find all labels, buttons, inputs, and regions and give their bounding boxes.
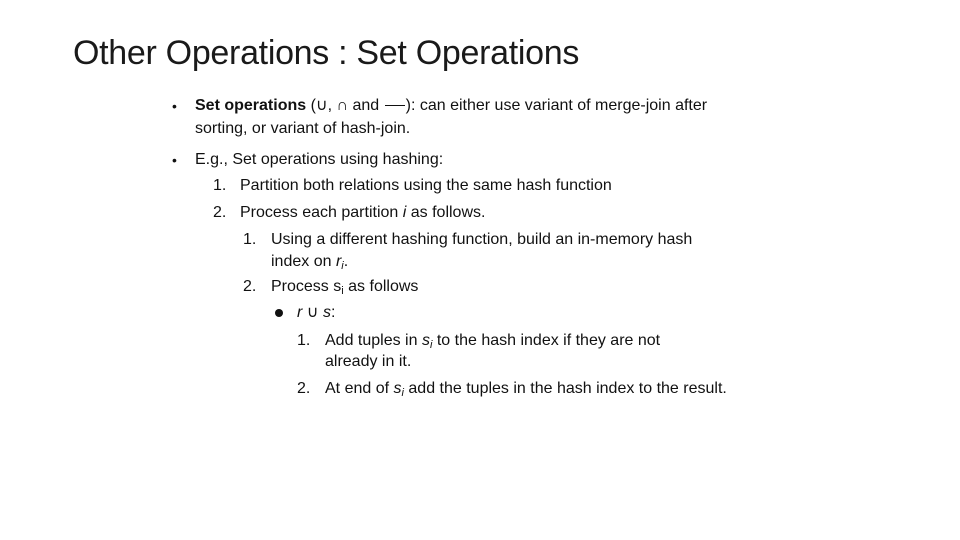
var-s: s [393, 380, 402, 397]
bullet-dot-icon [275, 309, 283, 317]
subscript-i: i [401, 387, 404, 399]
subscript-i: i [429, 339, 433, 351]
list-number: 2. [297, 380, 311, 397]
list-number: 1. [297, 332, 311, 349]
var-r: r [335, 253, 342, 270]
union-case [297, 303, 335, 323]
slide-title: Other Operations : Set Operations [73, 34, 580, 72]
bullet-marker: • [172, 98, 177, 114]
var-i: i [402, 204, 407, 221]
step-text: At end of [325, 380, 394, 397]
step-text: Add tuples in [325, 332, 422, 349]
step-text: . [343, 253, 349, 270]
step-add-tuples [325, 331, 660, 351]
step-build-index-cont [271, 252, 348, 272]
bullet-set-operations-cont: sorting, or variant of hash-join. [195, 120, 411, 137]
step-process-s [271, 277, 418, 297]
step-text: index on [271, 253, 336, 270]
step-text: as follows [343, 278, 419, 295]
var-r: r [297, 304, 303, 321]
step-process-partition [240, 203, 485, 223]
step-text: Process each partition [240, 204, 403, 221]
var-s: s [322, 304, 331, 321]
step-end-add-result [325, 379, 727, 399]
bullet-text: ): can either use variant of merge-join after [405, 97, 708, 114]
step-text: Process s [271, 278, 342, 295]
union-symbol: ∪ [302, 304, 323, 321]
var-s: s [421, 332, 430, 349]
operator-symbols: (∪, ∩ and [306, 97, 384, 114]
list-number: 1. [213, 177, 227, 194]
bullet-hashing-example: E.g., Set operations using hashing: [195, 151, 444, 168]
set-difference-symbol [385, 105, 405, 106]
step-text: as follows. [406, 204, 486, 221]
subscript-i: i [341, 260, 344, 272]
step-add-tuples-cont: already in it. [325, 353, 412, 370]
list-number: 1. [243, 231, 257, 248]
step-partition: Partition both relations using the same hash function [240, 177, 612, 194]
step-build-index: Using a different hashing function, build an in-memory hash [271, 231, 693, 248]
list-number: 2. [213, 204, 227, 221]
term-set-operations: Set operations [195, 97, 307, 114]
bullet-set-operations [195, 96, 707, 116]
bullet-marker: • [172, 152, 177, 168]
step-text: to the hash index if they are not [432, 332, 661, 349]
step-text: add the tuples in the hash index to the result. [403, 380, 727, 397]
subscript-i: i [341, 285, 344, 297]
list-number: 2. [243, 278, 257, 295]
step-text: : [330, 304, 336, 321]
